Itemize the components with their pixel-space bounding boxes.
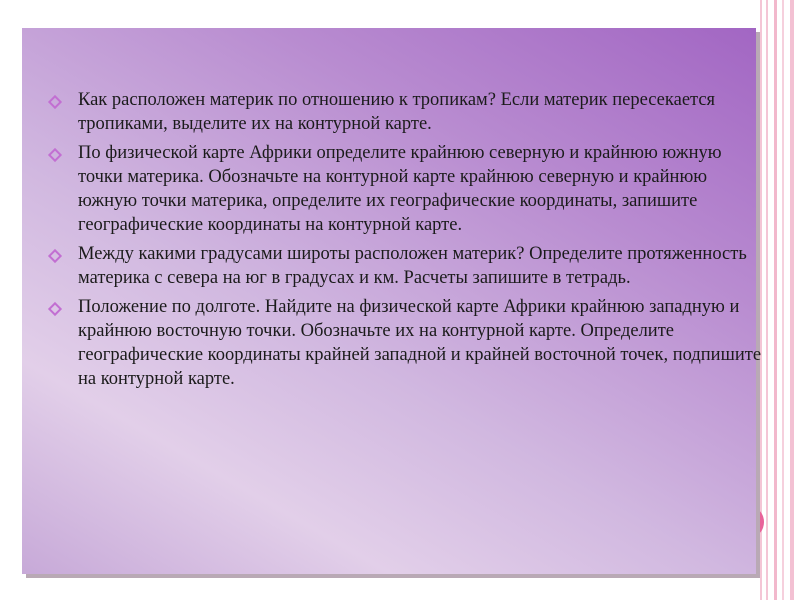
task-list — [78, 88, 768, 396]
task-item — [78, 242, 768, 290]
diamond-bullet-icon — [48, 95, 62, 109]
content-panel — [22, 28, 762, 574]
stripe — [774, 0, 777, 600]
task-text: Как расположен материк по отношению к тропикам? Если материк пересекается тропиками, выделите их на контурной карте. — [78, 90, 716, 134]
task-item — [78, 295, 768, 391]
stripe — [782, 0, 784, 600]
diamond-bullet-icon — [48, 302, 62, 316]
task-text: Положение по долготе. Найдите на физической карте Африки крайнюю западную и крайнюю восточную точки. Обозначьте их на контурной карте. Определите географические координаты крайней западной и крайней восточной точек, подпишите на контурной карте. — [78, 297, 762, 389]
stripe — [790, 0, 794, 600]
task-item — [78, 88, 768, 136]
task-item — [78, 141, 768, 237]
diamond-bullet-icon — [48, 249, 62, 263]
task-text: Между какими градусами широты расположен материк? Определите протяженность материка с севера на юг в градусах и км. Расчеты запишите в тетрадь. — [78, 244, 747, 288]
task-text: По физической карте Африки определите крайнюю северную и крайнюю южную точки материка. Обозначьте на контурной карте крайнюю северную и крайнюю южную точки материка, определите их географические координаты, запишите географические координаты на контурной карте. — [78, 143, 722, 235]
diamond-bullet-icon — [48, 148, 62, 162]
